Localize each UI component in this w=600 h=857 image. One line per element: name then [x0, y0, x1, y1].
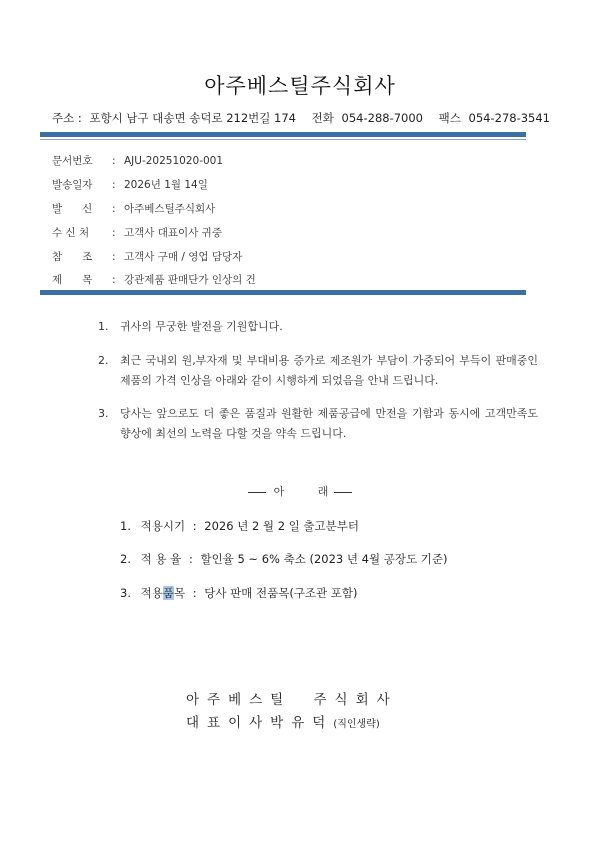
meta-rule-thick: [40, 290, 526, 295]
body-paragraph: [98, 317, 538, 337]
meta-cc-value: 고객사 구매 / 영업 담당자: [124, 251, 243, 263]
paragraph-text: 최근 국내외 원,부자재 및 부대비용 증가로 제조원가 부담이 가중되어 부득이 판매중인 제품의 가격 인상을 아래와 같이 시행하게 되었음을 안내 드립니다.: [120, 354, 538, 387]
paragraph-number: 3.: [98, 407, 109, 420]
item-colon: :: [192, 586, 197, 600]
item-label-highlight: 품: [162, 586, 174, 600]
meta-colon: :: [112, 274, 116, 286]
meta-colon: :: [112, 179, 116, 191]
phone-label: 전화: [311, 111, 334, 125]
meta-colon: :: [112, 203, 116, 215]
meta-cc: [52, 249, 242, 264]
meta-cc-label: 참 조: [52, 251, 93, 263]
meta-colon: :: [112, 155, 116, 167]
item-label: 적용시기: [140, 519, 186, 533]
item-colon: :: [192, 519, 197, 533]
item-label-b: 목: [173, 586, 186, 600]
body-paragraph: [98, 404, 538, 444]
header-rule-thick: [40, 132, 526, 137]
header-rule-thin: [40, 139, 526, 140]
item-value: 2026 년 2 월 2 일 출고분부터: [204, 519, 359, 533]
meta-sender-label: 발 신: [52, 203, 93, 215]
meta-subject-value: 강관제품 판매단가 인상의 건: [124, 274, 256, 286]
paragraph-text: 귀사의 무궁한 발전을 기원합니다.: [120, 320, 283, 333]
meta-doc-no-value: AJU-20251020-001: [124, 155, 224, 167]
signature-seal: (직인생략): [333, 719, 380, 730]
section-dash: [334, 492, 352, 493]
terms-item: [120, 585, 358, 601]
address-label: 주소 :: [52, 111, 82, 125]
meta-recipient: [52, 225, 222, 240]
meta-colon: :: [112, 251, 116, 263]
section-title-b: 래: [317, 485, 329, 498]
meta-recipient-label: 수 신 처: [52, 227, 90, 239]
company-title: 아주베스틸주식회사: [204, 74, 396, 98]
meta-date: [52, 177, 208, 192]
paragraph-text: 당사는 앞으로도 더 좋은 품질과 원활한 제품공급에 만전을 기함과 동시에 고객만족도 향상에 최선의 노력을 다할 것을 약속 드립니다.: [120, 407, 538, 440]
meta-doc-no: [52, 153, 223, 168]
item-number: 3.: [120, 586, 131, 600]
fax-value: 054-278-3541: [468, 111, 550, 125]
meta-sender: [52, 201, 215, 216]
meta-date-value: 2026년 1월 14일: [124, 179, 208, 191]
paragraph-number: 1.: [98, 320, 109, 333]
terms-item: [120, 518, 359, 534]
address-value: 포항시 남구 대송면 송덕로 212번길 174: [89, 111, 296, 125]
terms-item: [120, 551, 447, 567]
item-value: 할인율 5 ~ 6% 축소 (2023 년 4월 공장도 기준): [200, 552, 448, 566]
meta-sender-value: 아주베스틸주식회사: [124, 203, 216, 215]
fax-label: 팩스: [438, 111, 461, 125]
section-title-a: 아: [273, 485, 285, 498]
meta-recipient-value: 고객사 대표이사 귀중: [124, 227, 222, 239]
signature-ceo: [186, 711, 380, 731]
meta-date-label: 발송일자: [52, 179, 93, 191]
address-line: [52, 110, 554, 126]
item-number: 2.: [120, 552, 131, 566]
item-label: 적 용 율: [140, 552, 182, 566]
signature-company-suffix: 주식회사: [313, 692, 398, 708]
section-dash: [248, 492, 266, 493]
phone-value: 054-288-7000: [341, 111, 423, 125]
meta-subject: [52, 272, 256, 287]
meta-colon: :: [112, 227, 116, 239]
body-paragraph: [98, 351, 538, 391]
item-label-a: 적용: [140, 586, 163, 600]
item-value: 당사 판매 전품목(구조관 포함): [204, 586, 358, 600]
meta-doc-no-label: 문서번호: [52, 155, 93, 167]
item-colon: :: [188, 552, 193, 566]
item-number: 1.: [120, 519, 131, 533]
signature-company: [186, 688, 398, 708]
signature-title: 대표이사박유덕: [186, 715, 334, 731]
signature-company-name: 아주베스틸: [186, 692, 292, 708]
section-title: [0, 483, 600, 499]
meta-subject-label: 제 목: [52, 274, 93, 286]
paragraph-number: 2.: [98, 354, 109, 367]
